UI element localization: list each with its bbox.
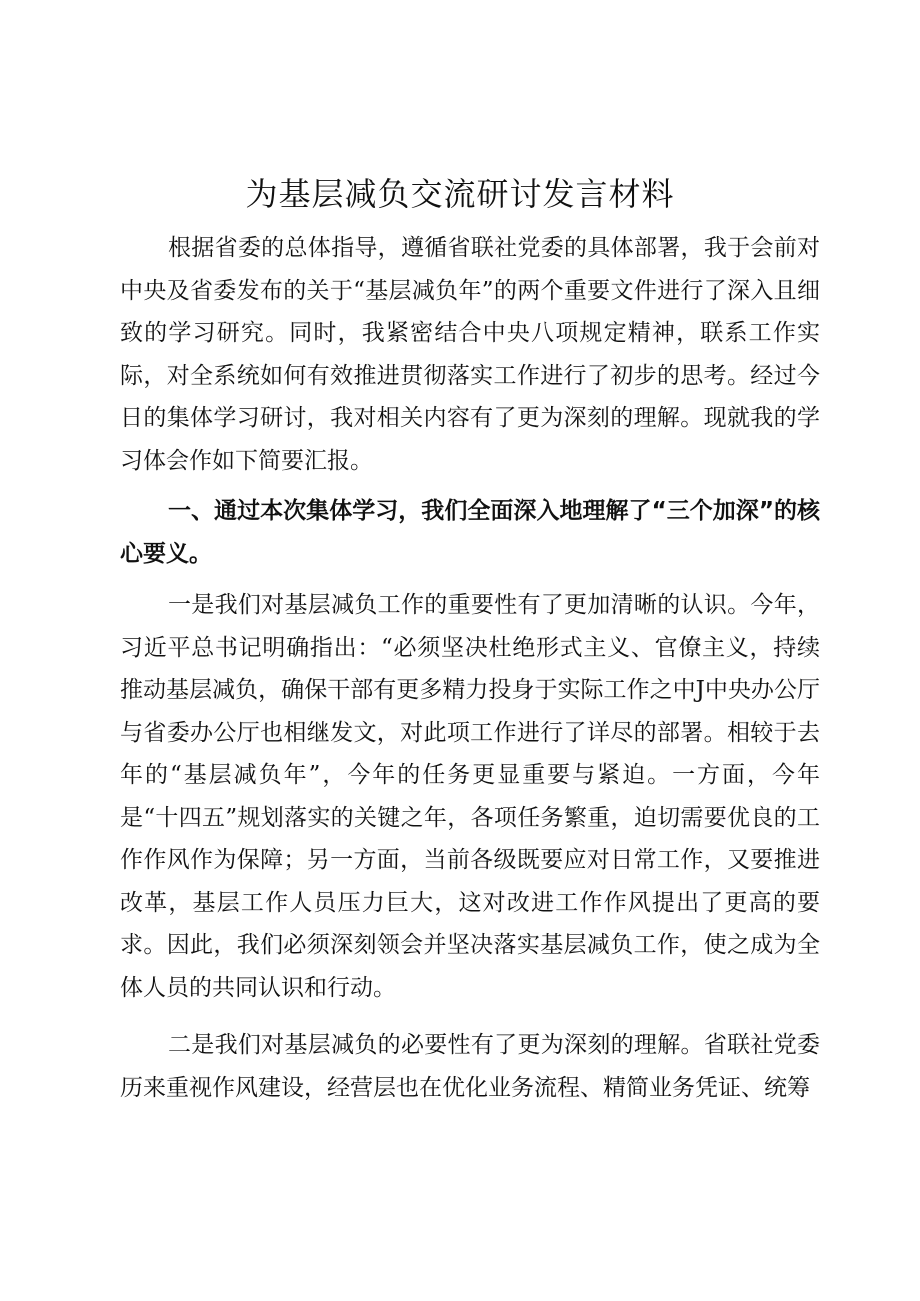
document-title: 为基层减负交流研讨发言材料 bbox=[245, 175, 675, 213]
point-two-paragraph: 二是我们对基层减负的必要性有了更为深刻的理解。省联社党委历来重视作风建设，经营层也在优化业务流程、精简业务凭证、统筹 bbox=[120, 1032, 820, 1101]
intro-paragraph: 根据省委的总体指导，遵循省联社党委的具体部署，我于会前对中央及省委发布的关于“基层减负年”的两个重要文件进行了深入且细致的学习研究。同时，我紧密结合中央八项规定精神，联系工作实际，对全系统如何有效推进贯彻落实工作进行了初步的思考。经过今日的集体学习研讨，我对相关内容有了更为深刻的理解。现就我的学习体会作如下简要汇报。 bbox=[120, 235, 820, 474]
section-heading-1: 一、通过本次集体学习，我们全面深入地理解了“三个加深”的核心要义。 bbox=[120, 498, 820, 567]
point-one-paragraph: 一是我们对基层减负工作的重要性有了更加清晰的认识。今年，习近平总书记明确指出：“必须坚决杜绝形式主义、官僚主义，持续推动基层减负，确保干部有更多精力投身于实际工作之中J中央办公厅与省委办公厅也相继发文，对此项工作进行了详尽的部署。相较于去年的“基层减负年”，今年的任务更显重要与紧迫。一方面，今年是“十四五”规划落实的关键之年，各项任务繁重，迫切需要优良的工作作风作为保障；另一方面，当前各级既要应对日常工作，又要推进改革，基层工作人员压力巨大，这对改进工作作风提出了更高的要求。因此，我们必须深刻领会并坚决落实基层减负工作，使之成为全体人员的共同认识和行动。 bbox=[120, 592, 820, 1001]
